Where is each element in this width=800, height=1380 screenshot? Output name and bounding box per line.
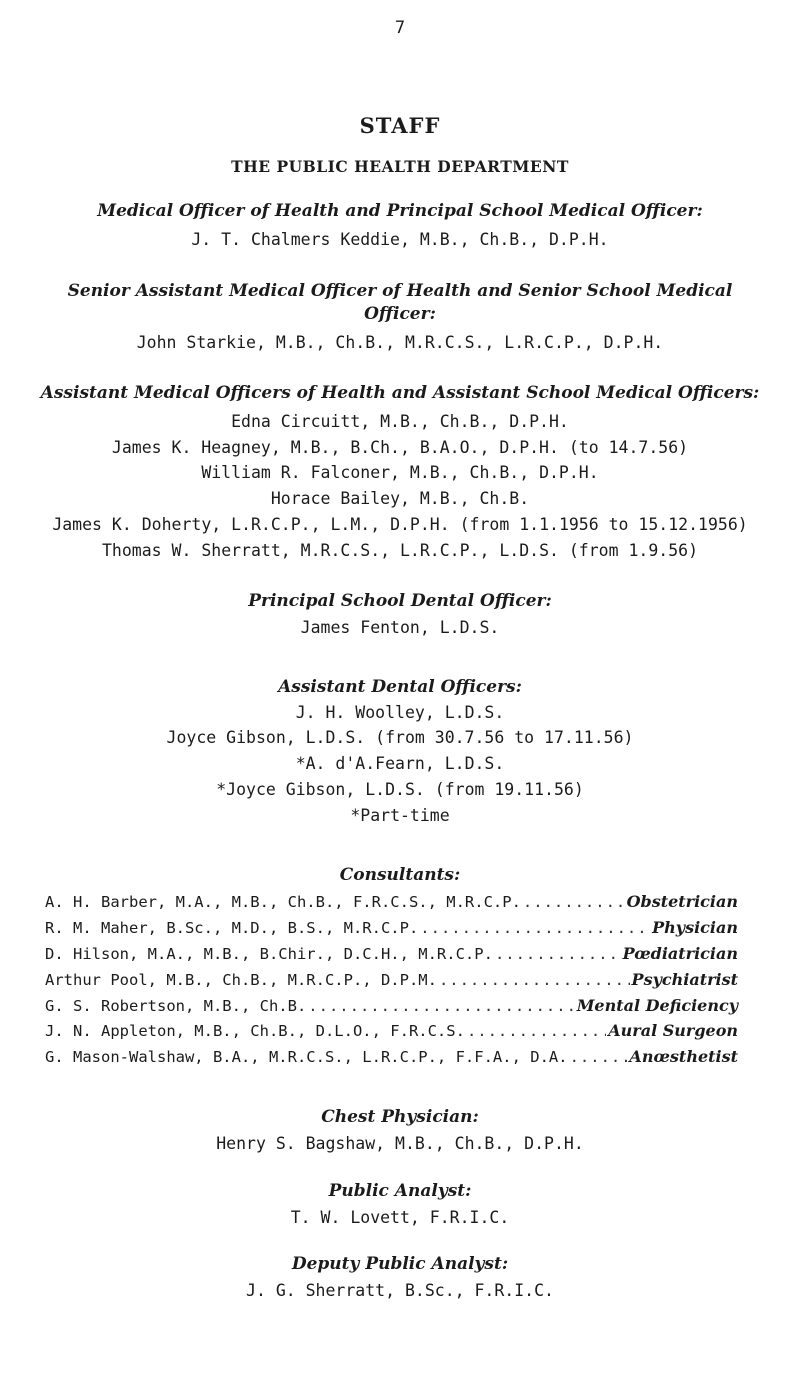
assistant-officer-name: Edna Circuitt, M.B., Ch.B., D.P.H. (231, 412, 569, 431)
leader-dots (308, 995, 574, 1017)
assistant-officer-name: James K. Doherty, L.R.C.P., L.M., D.P.H. (from 1.1.1956 to 15.12.1956) (52, 515, 748, 534)
leader-dots (439, 969, 630, 991)
consultant-specialty: Physician (652, 918, 738, 937)
assistant-dental-name: *A. d'A.Fearn, L.D.S. (295, 754, 505, 773)
consultant-row (45, 969, 738, 991)
consultant-specialty: Anœsthetist (629, 1047, 738, 1066)
page-title: STAFF (359, 113, 441, 138)
principal-dental-heading: Principal School Dental Officer: (248, 591, 552, 611)
assistant-officer-name: Horace Bailey, M.B., Ch.B. (270, 489, 530, 508)
chest-physician-name: Henry S. Bagshaw, M.B., Ch.B., D.P.H. (216, 1134, 584, 1153)
leader-dots (570, 1046, 628, 1068)
public-analyst-name: T. W. Lovett, F.R.I.C. (290, 1208, 510, 1227)
consultant-row (45, 943, 738, 965)
consultant-name: Arthur Pool, M.B., Ch.B., M.R.C.P., D.P.M. (45, 971, 437, 989)
assistant-dental-heading: Assistant Dental Officers: (278, 677, 522, 697)
senior-assistant-heading: Senior Assistant Medical Officer of Health and Senior School Medical (67, 281, 733, 301)
consultant-name: A. H. Barber, M.A., M.B., Ch.B., F.R.C.S., M.R.C.P. (45, 893, 521, 911)
principal-dental-name: James Fenton, L.D.S. (300, 618, 500, 637)
part-time-note: *Part-time (350, 806, 450, 825)
consultant-name: G. S. Robertson, M.B., Ch.B. (45, 997, 307, 1015)
consultants-heading: Consultants: (339, 865, 461, 885)
assistant-officer-name: Thomas W. Sherratt, M.R.C.S., L.R.C.P., L.D.S. (from 1.9.56) (101, 541, 699, 560)
chest-physician-heading: Chest Physician: (321, 1107, 479, 1127)
deputy-analyst-name: J. G. Sherratt, B.Sc., F.R.I.C. (246, 1281, 554, 1300)
consultant-row (45, 1020, 738, 1042)
consultant-row (45, 891, 738, 913)
assistant-dental-name: Joyce Gibson, L.D.S. (from 30.7.56 to 17.11.56) (166, 728, 634, 747)
consultant-specialty: Pœdiatrician (622, 944, 738, 963)
assistant-officer-name: William R. Falconer, M.B., Ch.B., D.P.H. (201, 463, 599, 482)
senior-assistant-name: John Starkie, M.B., Ch.B., M.R.C.S., L.R.C.P., D.P.H. (136, 333, 664, 352)
leader-dots (420, 917, 650, 939)
senior-assistant-heading-cont: Officer: (364, 304, 436, 324)
consultant-name: D. Hilson, M.A., M.B., B.Chir., D.C.H., M.R.C.P. (45, 945, 493, 963)
department-heading: THE PUBLIC HEALTH DEPARTMENT (231, 157, 569, 176)
assistant-officers-heading: Assistant Medical Officers of Health and Assistant School Medical Officers: (40, 383, 760, 403)
moh-name: J. T. Chalmers Keddie, M.B., Ch.B., D.P.H. (191, 230, 609, 249)
consultant-specialty: Psychiatrist (631, 970, 738, 989)
consultant-row (45, 917, 738, 939)
consultant-row (45, 995, 738, 1017)
assistant-officer-name: James K. Heagney, M.B., B.Ch., B.A.O., D.P.H. (to 14.7.56) (111, 438, 689, 457)
consultant-row (45, 1046, 738, 1068)
assistant-dental-name: J. H. Woolley, L.D.S. (295, 703, 505, 722)
consultant-specialty: Obstetrician (626, 892, 738, 911)
moh-heading: Medical Officer of Health and Principal School Medical Officer: (97, 201, 703, 221)
leader-dots (467, 1020, 606, 1042)
consultant-name: J. N. Appleton, M.B., Ch.B., D.L.O., F.R.C.S. (45, 1022, 465, 1040)
leader-dots (495, 943, 621, 965)
public-analyst-heading: Public Analyst: (328, 1181, 472, 1201)
assistant-dental-name: *Joyce Gibson, L.D.S. (from 19.11.56) (216, 780, 584, 799)
consultant-specialty: Mental Deficiency (576, 996, 738, 1015)
consultant-name: G. Mason-Walshaw, B.A., M.R.C.S., L.R.C.P., F.F.A., D.A. (45, 1048, 568, 1066)
consultant-name: R. M. Maher, B.Sc., M.D., B.S., M.R.C.P. (45, 919, 419, 937)
leader-dots (523, 891, 625, 913)
consultant-specialty: Aural Surgeon (608, 1021, 738, 1040)
deputy-analyst-heading: Deputy Public Analyst: (291, 1254, 509, 1274)
page-number: 7 (394, 18, 406, 38)
